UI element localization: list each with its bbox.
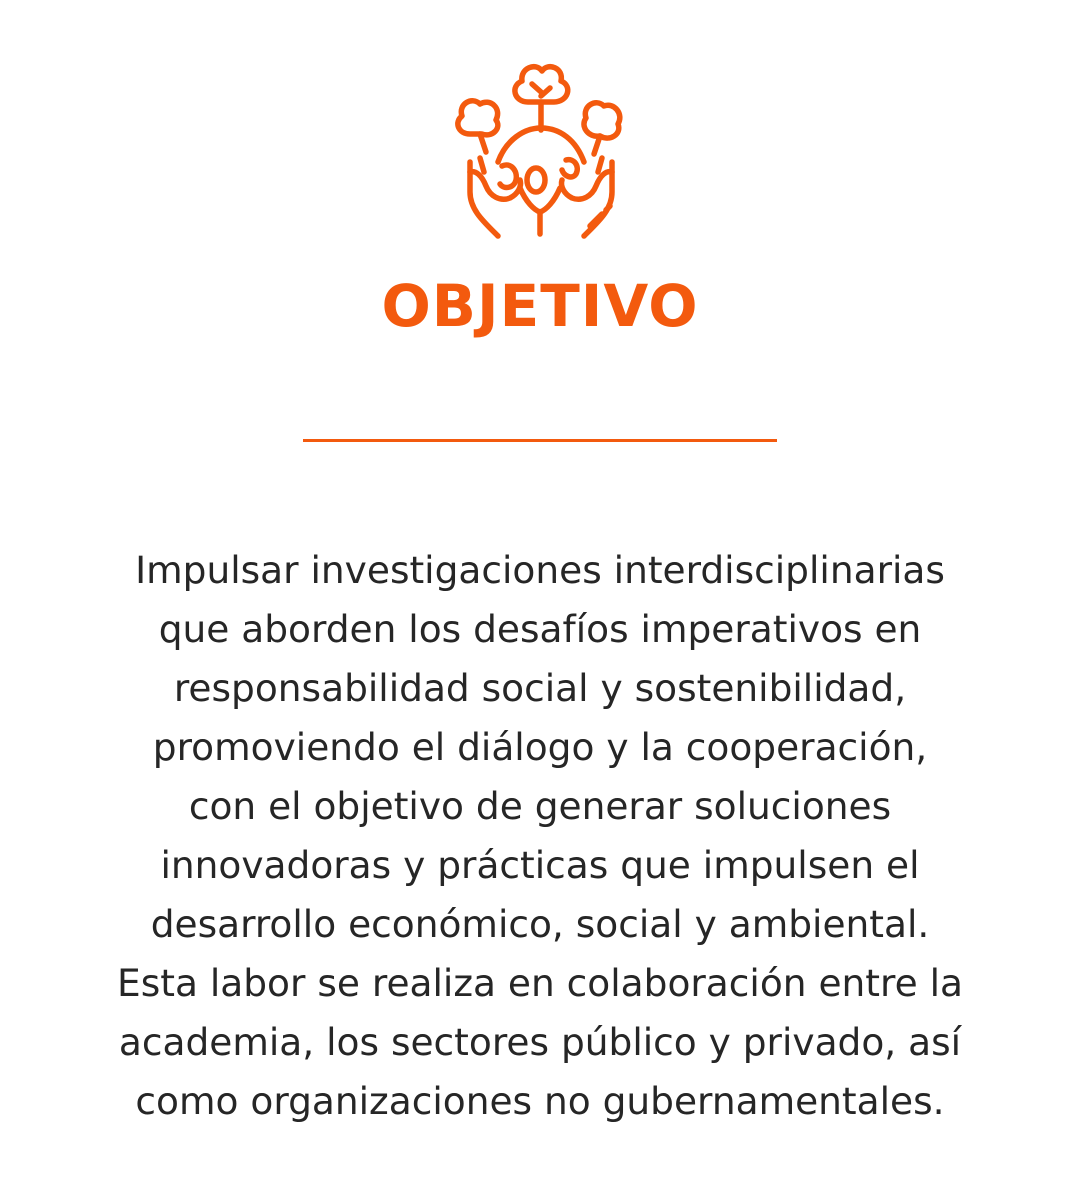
page-title: OBJETIVO xyxy=(381,272,699,340)
hands-holding-earth-icon xyxy=(440,62,640,252)
description-line: Esta labor se realiza en colaboración entre la xyxy=(117,961,963,1005)
description-line: responsabilidad social y sostenibilidad, xyxy=(173,666,907,710)
objective-description xyxy=(40,541,1040,1131)
description-line: desarrollo económico, social y ambiental. xyxy=(150,902,930,946)
description-line: con el objetivo de generar soluciones xyxy=(188,784,892,828)
description-line: como organizaciones no gubernamentales. xyxy=(135,1079,945,1123)
description-line: que aborden los desafíos imperativos en xyxy=(158,607,922,651)
description-line: academia, los sectores público y privado, así xyxy=(118,1020,962,1064)
description-line: promoviendo el diálogo y la cooperación, xyxy=(152,725,928,769)
description-line: innovadoras y prácticas que impulsen el xyxy=(160,843,920,887)
title-divider xyxy=(303,439,777,442)
description-line: Impulsar investigaciones interdisciplinarias xyxy=(135,548,945,592)
